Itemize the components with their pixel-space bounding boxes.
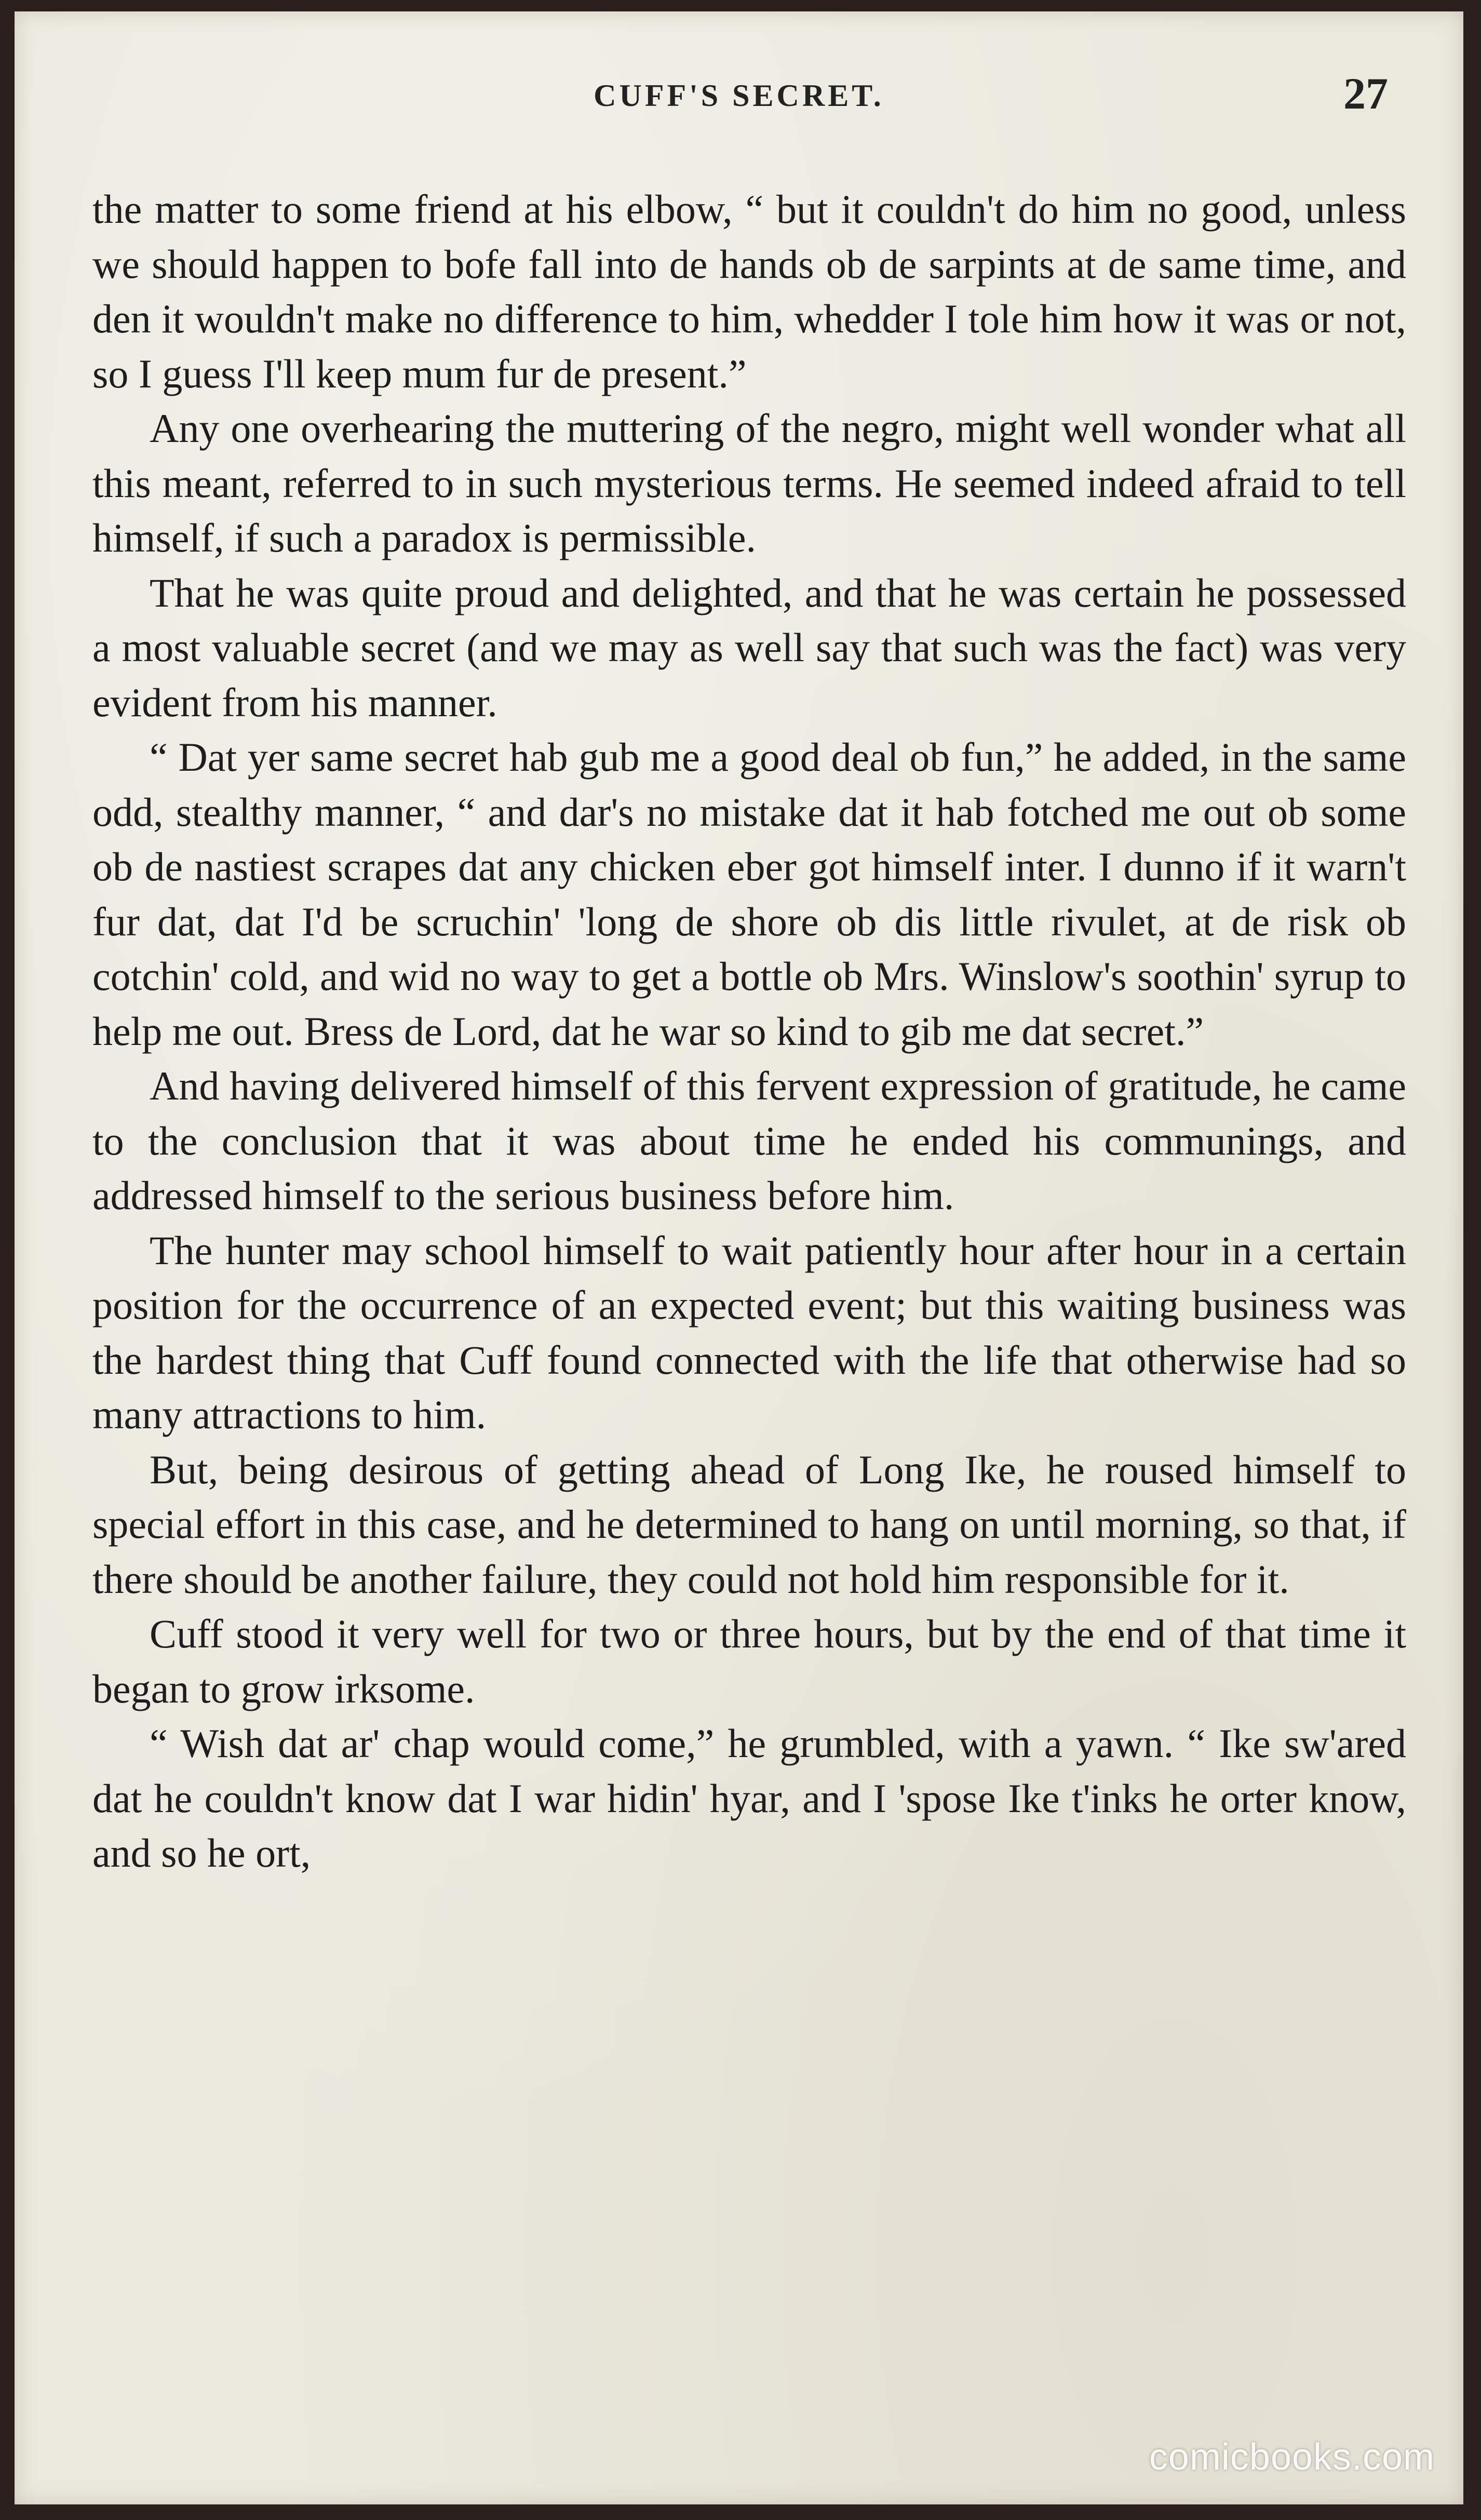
paragraph: Cuff stood it very well for two or three hours, but by the end of that time it began to grow irksome. [92, 1611, 1406, 1711]
paragraph: But, being desirous of getting ahead of Long Ike, he roused himself to special effort in this case, and he determined to hang on until morning, so that, if there should be another failure, they could not hold him responsible for it. [92, 1446, 1406, 1602]
body-text [92, 182, 1406, 1881]
paragraph: Any one overhearing the muttering of the negro, might well wonder what all this meant, referred to in such mysterious terms. He seemed indeed afraid to tell himself, if such a paradox is permissible. [92, 406, 1406, 560]
page-number: 27 [1343, 69, 1388, 118]
running-head: CUFF'S SECRET. [594, 78, 884, 113]
paragraph: the matter to some friend at his elbow, “ but it couldn't do him no good, unless we should happen to bofe fall into de hands ob de sarpints at de same time, and den it wouldn't make no difference to him, whedder I tole him how it was or not, so I guess I'll keep mum fur de present.” [92, 186, 1406, 396]
paragraph: “ Dat yer same secret hab gub me a good deal ob fun,” he added, in the same odd, stealthy manner, “ and dar's no mistake dat it hab fotched me out ob some ob de nastiest scrapes dat any chicken eber got himself inter. I dunno if it warn't fur dat, dat I'd be scruchin' 'long de shore ob dis little rivulet, at de risk ob cotchin' cold, and wid no way to get a bottle ob Mrs. Winslow's soothin' syrup to help me out. Bress de Lord, dat he war so kind to gib me dat secret.” [92, 734, 1406, 1054]
paragraph: And having delivered himself of this fervent expression of gratitude, he came to the conclusion that it was about time he ended his communings, and addressed himself to the serious business before him. [92, 1063, 1406, 1218]
book-page [15, 11, 1463, 2504]
paragraph: The hunter may school himself to wait patiently hour after hour in a certain position for the occurrence of an expected event; but this waiting business was the hardest thing that Cuff found connected with the life that otherwise had so many attractions to him. [92, 1227, 1406, 1437]
paragraph: That he was quite proud and delighted, and that he was certain he possessed a most valuable secret (and we may as well say that such was the fact) was very evident from his manner. [92, 570, 1406, 725]
paragraph: “ Wish dat ar' chap would come,” he grumbled, with a yawn. “ Ike sw'ared dat he couldn't know dat I war hidin' hyar, and I 'spose Ike t'inks he orter know, and so he ort, [92, 1721, 1406, 1875]
site-watermark: comicbooks.com [1149, 2436, 1435, 2478]
